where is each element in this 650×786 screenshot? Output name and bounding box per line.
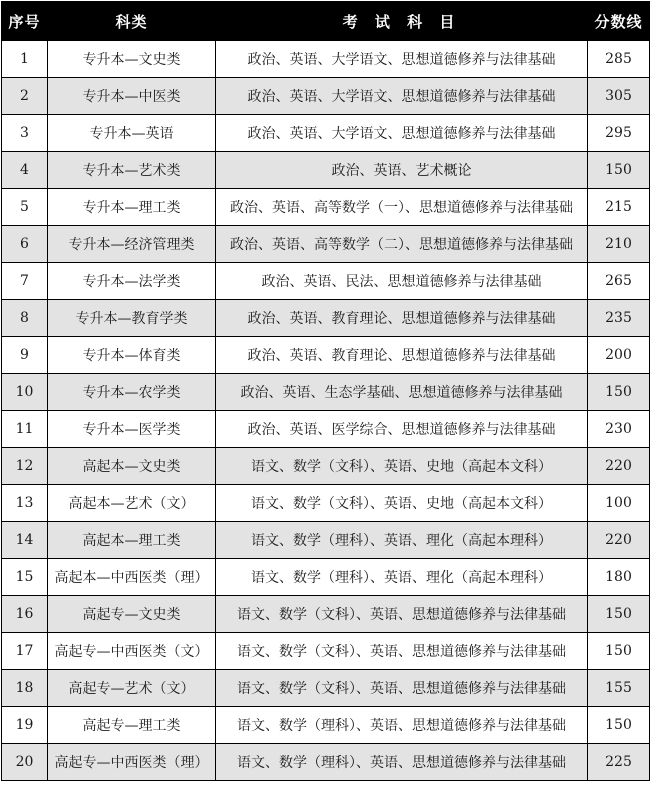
table-row xyxy=(2,596,650,633)
row-index: 15 xyxy=(2,559,48,596)
row-score: 150 xyxy=(588,596,650,633)
row-category: 专升本—英语 xyxy=(48,115,216,152)
row-category: 专升本—文史类 xyxy=(48,41,216,78)
row-category: 专升本—艺术类 xyxy=(48,152,216,189)
table-row xyxy=(2,152,650,189)
row-index: 9 xyxy=(2,337,48,374)
row-index: 5 xyxy=(2,189,48,226)
table-row xyxy=(2,226,650,263)
row-index: 1 xyxy=(2,41,48,78)
row-subjects: 政治、英语、教育理论、思想道德修养与法律基础 xyxy=(216,337,588,374)
row-category: 高起本—艺术（文） xyxy=(48,485,216,522)
table-row xyxy=(2,263,650,300)
table-row xyxy=(2,337,650,374)
row-score: 215 xyxy=(588,189,650,226)
row-subjects: 政治、英语、高等数学（一）、思想道德修养与法律基础 xyxy=(216,189,588,226)
header-row xyxy=(2,2,650,41)
row-index: 7 xyxy=(2,263,48,300)
row-index: 8 xyxy=(2,300,48,337)
table-row xyxy=(2,559,650,596)
row-subjects: 语文、数学（理科）、英语、思想道德修养与法律基础 xyxy=(216,744,588,781)
table-row xyxy=(2,633,650,670)
row-score: 230 xyxy=(588,411,650,448)
row-index: 18 xyxy=(2,670,48,707)
row-score: 285 xyxy=(588,41,650,78)
row-score: 265 xyxy=(588,263,650,300)
row-score: 155 xyxy=(588,670,650,707)
row-category: 高起专—文史类 xyxy=(48,596,216,633)
row-index: 20 xyxy=(2,744,48,781)
table-row xyxy=(2,300,650,337)
row-index: 16 xyxy=(2,596,48,633)
header-score: 分数线 xyxy=(588,2,650,41)
table-row xyxy=(2,448,650,485)
header-category: 科类 xyxy=(48,2,216,41)
table-row xyxy=(2,374,650,411)
row-index: 6 xyxy=(2,226,48,263)
row-score: 210 xyxy=(588,226,650,263)
row-subjects: 语文、数学（理科）、英语、思想道德修养与法律基础 xyxy=(216,707,588,744)
table-row xyxy=(2,485,650,522)
row-category: 高起本—理工类 xyxy=(48,522,216,559)
table-row xyxy=(2,707,650,744)
row-category: 专升本—教育学类 xyxy=(48,300,216,337)
row-category: 专升本—农学类 xyxy=(48,374,216,411)
row-score: 100 xyxy=(588,485,650,522)
row-subjects: 语文、数学（理科）、英语、理化（高起本理科） xyxy=(216,559,588,596)
row-category: 专升本—医学类 xyxy=(48,411,216,448)
row-index: 4 xyxy=(2,152,48,189)
row-index: 11 xyxy=(2,411,48,448)
row-index: 2 xyxy=(2,78,48,115)
row-index: 13 xyxy=(2,485,48,522)
table-header xyxy=(2,2,650,41)
row-index: 19 xyxy=(2,707,48,744)
row-subjects: 语文、数学（文科）、英语、思想道德修养与法律基础 xyxy=(216,670,588,707)
row-category: 专升本—体育类 xyxy=(48,337,216,374)
row-score: 220 xyxy=(588,522,650,559)
header-subjects: 考 试 科 目 xyxy=(216,2,588,41)
row-subjects: 语文、数学（文科）、英语、史地（高起本文科） xyxy=(216,448,588,485)
row-subjects: 政治、英语、艺术概论 xyxy=(216,152,588,189)
row-index: 14 xyxy=(2,522,48,559)
table-body xyxy=(2,41,650,781)
row-subjects: 政治、英语、生态学基础、思想道德修养与法律基础 xyxy=(216,374,588,411)
table-row xyxy=(2,670,650,707)
row-subjects: 语文、数学（文科）、英语、思想道德修养与法律基础 xyxy=(216,596,588,633)
row-score: 235 xyxy=(588,300,650,337)
row-category: 专升本—中医类 xyxy=(48,78,216,115)
row-score: 150 xyxy=(588,633,650,670)
row-score: 220 xyxy=(588,448,650,485)
row-index: 3 xyxy=(2,115,48,152)
row-subjects: 政治、英语、大学语文、思想道德修养与法律基础 xyxy=(216,115,588,152)
score-line-table xyxy=(1,1,650,781)
row-subjects: 语文、数学（文科）、英语、思想道德修养与法律基础 xyxy=(216,633,588,670)
header-index: 序号 xyxy=(2,2,48,41)
row-category: 高起本—中西医类（理） xyxy=(48,559,216,596)
row-index: 10 xyxy=(2,374,48,411)
row-category: 专升本—理工类 xyxy=(48,189,216,226)
row-category: 高起专—中西医类（文） xyxy=(48,633,216,670)
row-score: 295 xyxy=(588,115,650,152)
table-row xyxy=(2,41,650,78)
table-row xyxy=(2,411,650,448)
row-score: 225 xyxy=(588,744,650,781)
row-category: 高起专—中西医类（理） xyxy=(48,744,216,781)
row-category: 专升本—法学类 xyxy=(48,263,216,300)
row-subjects: 政治、英语、教育理论、思想道德修养与法律基础 xyxy=(216,300,588,337)
row-score: 200 xyxy=(588,337,650,374)
row-category: 高起专—艺术（文） xyxy=(48,670,216,707)
table-row xyxy=(2,744,650,781)
table-row xyxy=(2,115,650,152)
table-row xyxy=(2,189,650,226)
table-row xyxy=(2,522,650,559)
table-row xyxy=(2,78,650,115)
row-category: 高起本—文史类 xyxy=(48,448,216,485)
row-subjects: 政治、英语、大学语文、思想道德修养与法律基础 xyxy=(216,41,588,78)
row-subjects: 政治、英语、民法、思想道德修养与法律基础 xyxy=(216,263,588,300)
row-subjects: 政治、英语、高等数学（二）、思想道德修养与法律基础 xyxy=(216,226,588,263)
row-category: 高起专—理工类 xyxy=(48,707,216,744)
row-subjects: 语文、数学（理科）、英语、理化（高起本理科） xyxy=(216,522,588,559)
row-index: 12 xyxy=(2,448,48,485)
row-subjects: 政治、英语、大学语文、思想道德修养与法律基础 xyxy=(216,78,588,115)
row-category: 专升本—经济管理类 xyxy=(48,226,216,263)
row-subjects: 政治、英语、医学综合、思想道德修养与法律基础 xyxy=(216,411,588,448)
row-score: 305 xyxy=(588,78,650,115)
row-score: 150 xyxy=(588,374,650,411)
row-subjects: 语文、数学（文科）、英语、史地（高起本文科） xyxy=(216,485,588,522)
row-score: 150 xyxy=(588,707,650,744)
row-score: 180 xyxy=(588,559,650,596)
row-score: 150 xyxy=(588,152,650,189)
row-index: 17 xyxy=(2,633,48,670)
